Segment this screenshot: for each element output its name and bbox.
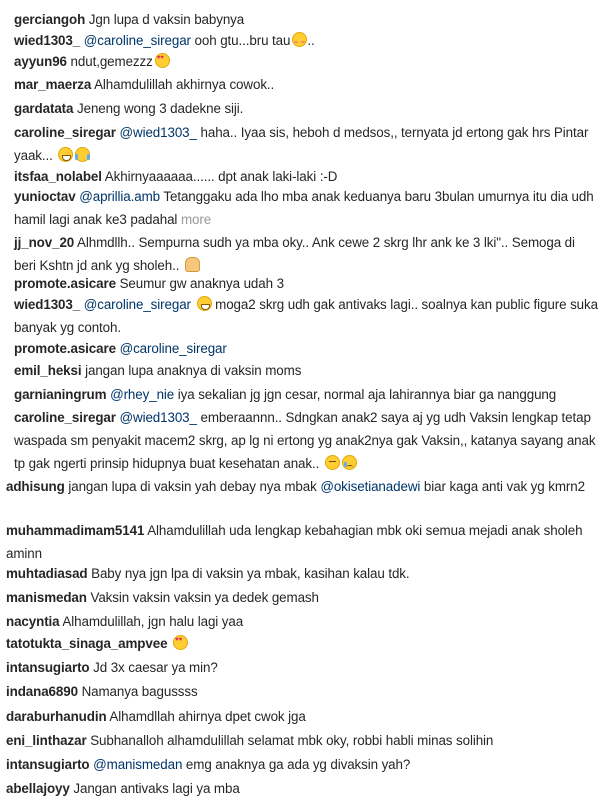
comment-username[interactable]: caroline_siregar bbox=[14, 410, 116, 425]
comment bbox=[6, 586, 602, 609]
comment-text: Alhamdulillah, jgn halu lagi yaa bbox=[62, 614, 244, 629]
comment-username[interactable]: itsfaa_nolabel bbox=[14, 169, 102, 184]
comment-text: biar kaga anti vak yg kmrn2 bbox=[423, 479, 585, 494]
comment-username[interactable]: muhammadimam5141 bbox=[6, 523, 145, 538]
comment-username[interactable]: promote.asicare bbox=[14, 341, 116, 356]
heart-eyes-emoji-icon bbox=[173, 635, 188, 650]
sad-relieved-face-emoji-icon bbox=[342, 455, 357, 470]
grimacing-face-emoji-icon bbox=[197, 296, 212, 311]
comment-text: Seumur gw anaknya udah 3 bbox=[119, 276, 284, 291]
comment-username[interactable]: mar_maerza bbox=[14, 77, 92, 92]
comment-text: Jgn lupa d vaksin babynya bbox=[88, 12, 245, 27]
comment-text: Baby nya jgn lpa di vaksin ya mbak, kasihan kalau tdk. bbox=[91, 566, 410, 581]
mention-link[interactable]: @caroline_siregar bbox=[119, 341, 227, 356]
comment bbox=[6, 632, 602, 655]
comment-text: Alhamdulillah uda lengkap kebahagian mbk oki semua mejadi anak sholeh aminn bbox=[6, 523, 583, 561]
mention-link[interactable]: @caroline_siregar bbox=[83, 33, 191, 48]
mention-link[interactable]: @caroline_siregar bbox=[83, 297, 191, 312]
comment bbox=[6, 519, 602, 565]
comment-username[interactable]: intansugiarto bbox=[6, 757, 90, 772]
comment bbox=[14, 185, 600, 231]
comment-username[interactable]: manismedan bbox=[6, 590, 87, 605]
comment-username[interactable]: promote.asicare bbox=[14, 276, 116, 291]
comment-username[interactable]: eni_linthazar bbox=[6, 733, 87, 748]
comment-text-tail: .. bbox=[307, 33, 315, 48]
comment bbox=[14, 29, 600, 52]
comment bbox=[14, 293, 600, 339]
unamused-face-emoji-icon bbox=[325, 455, 340, 470]
comment-text: ndut,gemezzz bbox=[70, 54, 153, 69]
tears-of-joy-emoji-icon bbox=[75, 147, 90, 162]
comment-username[interactable]: abellajoyy bbox=[6, 781, 70, 796]
comment-text: Subhanalloh alhamdulillah selamat mbk oky, robbi habli minas solihin bbox=[90, 733, 494, 748]
comment bbox=[14, 406, 600, 475]
mention-link[interactable]: @wied1303_ bbox=[119, 410, 197, 425]
comment-username[interactable]: gardatata bbox=[14, 101, 74, 116]
comment bbox=[14, 121, 600, 167]
comment-text: iya sekalian jg jgn cesar, normal aja lahirannya biar ga nanggung bbox=[177, 387, 557, 402]
comment-text: Jd 3x caesar ya min? bbox=[93, 660, 218, 675]
comment-username[interactable]: gerciangoh bbox=[14, 12, 86, 27]
comment-username[interactable]: muhtadiasad bbox=[6, 566, 88, 581]
comment-text: Tetanggaku ada lho mba anak keduanya baru 3bulan umurnya itu dia udh hamil lagi anak ke3 padahal bbox=[14, 189, 594, 227]
comment-text: haha.. Iyaa sis, heboh d medsos,, ternyata jd ertong gak hrs Pintar yaak... bbox=[14, 125, 589, 163]
comment-username[interactable]: caroline_siregar bbox=[14, 125, 116, 140]
comment-username[interactable]: indana6890 bbox=[6, 684, 78, 699]
comment bbox=[6, 610, 602, 633]
heart-eyes-emoji-icon bbox=[155, 53, 170, 68]
comment bbox=[14, 97, 600, 120]
comment-text: moga2 skrg udh gak antivaks lagi.. soalnya kan public figure suka banyak yg contoh. bbox=[14, 297, 598, 335]
comment-text: Jangan antivaks lagi ya mba bbox=[73, 781, 240, 796]
more-link[interactable]: more bbox=[180, 212, 212, 227]
comment-text: Alhamdulillah akhirnya cowok.. bbox=[94, 77, 275, 92]
comment bbox=[14, 272, 600, 295]
comment-username[interactable]: yunioctav bbox=[14, 189, 76, 204]
mention-link[interactable]: @okisetianadewi bbox=[320, 479, 421, 494]
comment bbox=[6, 753, 602, 776]
comment-text: Namanya bagussss bbox=[81, 684, 198, 699]
comment-username[interactable]: garnianingrum bbox=[14, 387, 107, 402]
comment bbox=[6, 475, 602, 498]
comment-username[interactable]: intansugiarto bbox=[6, 660, 90, 675]
comment-text: Vaksin vaksin vaksin ya dedek gemash bbox=[90, 590, 319, 605]
comment bbox=[6, 729, 602, 752]
comment bbox=[6, 562, 602, 585]
comment-username[interactable]: daraburhanudin bbox=[6, 709, 107, 724]
mention-link[interactable]: @manismedan bbox=[93, 757, 183, 772]
comment-username[interactable]: tatotukta_sinaga_ampvee bbox=[6, 636, 168, 651]
comment bbox=[14, 8, 600, 31]
folded-hands-emoji-icon bbox=[185, 257, 200, 272]
comment bbox=[14, 73, 600, 96]
comment-text: Akhirnyaaaaaa...... dpt anak laki-laki :-D bbox=[104, 169, 338, 184]
comment-text: Jeneng wong 3 dadekne siji. bbox=[77, 101, 244, 116]
comment bbox=[6, 680, 602, 703]
comment-text: Alhamdllah ahirnya dpet cwok jga bbox=[109, 709, 306, 724]
comment-username[interactable]: wied1303_ bbox=[14, 33, 81, 48]
comment-username[interactable]: nacyntia bbox=[6, 614, 60, 629]
mention-link[interactable]: @aprillia.amb bbox=[79, 189, 160, 204]
comment-text: ooh gtu...bru tau bbox=[194, 33, 291, 48]
comment bbox=[14, 383, 600, 406]
comment bbox=[14, 231, 600, 277]
mention-link[interactable]: @wied1303_ bbox=[119, 125, 197, 140]
comment-text: jangan lupa anaknya di vaksin moms bbox=[85, 363, 302, 378]
comment bbox=[14, 50, 600, 73]
comment-username[interactable]: ayyun96 bbox=[14, 54, 67, 69]
smiling-face-emoji-icon bbox=[292, 32, 307, 47]
comment bbox=[14, 359, 600, 382]
comment-username[interactable]: wied1303_ bbox=[14, 297, 81, 312]
comment bbox=[6, 777, 602, 800]
comment-username[interactable]: jj_nov_20 bbox=[14, 235, 75, 250]
grinning-face-emoji-icon bbox=[58, 147, 73, 162]
comment-text: jangan lupa di vaksin yah debay nya mbak bbox=[68, 479, 317, 494]
mention-link[interactable]: @rhey_nie bbox=[110, 387, 175, 402]
comment bbox=[6, 705, 602, 728]
comment-text: Alhmdllh.. Sempurna sudh ya mba oky.. Ank cewe 2 skrg lhr ank ke 3 lki".. Semoga di beri Kshtn jd ank yg sholeh.. bbox=[14, 235, 575, 273]
comment-text: emberaannn.. Sdngkan anak2 saya aj yg udh Vaksin lengkap tetap waspada sm penyakit macem2 skrg, ap lg ni ertong yg anak2nya gak Vaksin,, katanya sayang anak tp gak ngerti prinsip hidupnya buat kesehatan anak.. bbox=[14, 410, 596, 471]
comment bbox=[14, 337, 600, 360]
comment-text: emg anaknya ga ada yg divaksin yah? bbox=[185, 757, 411, 772]
comment-username[interactable]: emil_heksi bbox=[14, 363, 82, 378]
comment-username[interactable]: adhisung bbox=[6, 479, 65, 494]
comment bbox=[6, 656, 602, 679]
